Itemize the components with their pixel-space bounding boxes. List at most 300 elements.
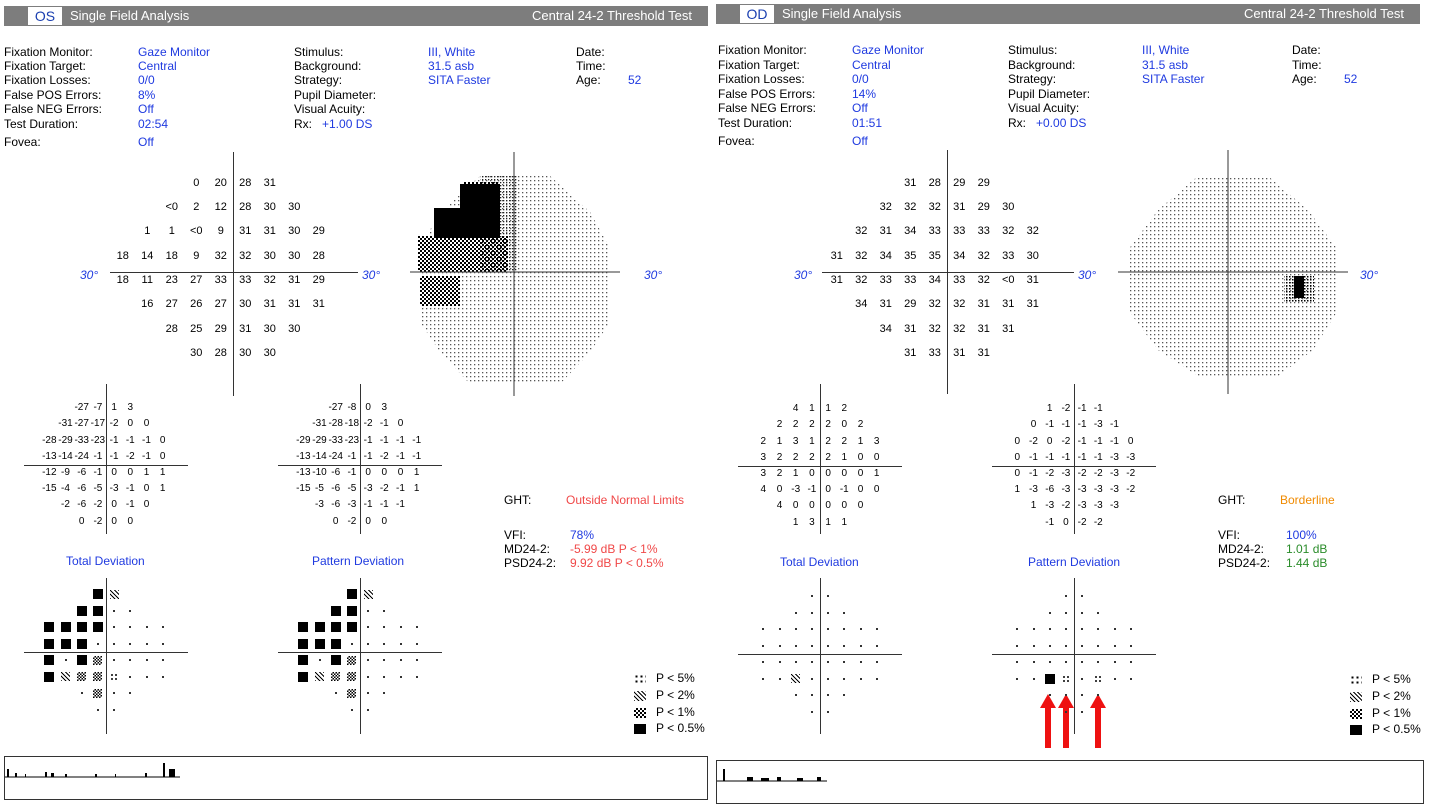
field-value: 0 bbox=[381, 467, 388, 478]
field-value: -3 bbox=[1077, 500, 1087, 512]
field-value: 0 bbox=[111, 467, 117, 478]
normal-dot bbox=[146, 643, 148, 645]
p05-symbol bbox=[315, 622, 325, 632]
pd-prob-v-axis bbox=[360, 578, 361, 734]
normal-dot bbox=[811, 612, 813, 614]
field-value: -18 bbox=[344, 418, 360, 430]
field-value: -1 bbox=[379, 499, 389, 511]
field-value: 33 bbox=[977, 225, 990, 238]
field-value: 32 bbox=[953, 298, 966, 311]
field-value: 34 bbox=[904, 225, 917, 238]
normal-dot bbox=[383, 610, 385, 612]
normal-dot bbox=[367, 692, 369, 694]
field-value: -3 bbox=[347, 499, 357, 511]
normal-dot bbox=[795, 612, 797, 614]
field-value: 33 bbox=[953, 274, 966, 286]
ght-value: Borderline bbox=[1280, 493, 1335, 507]
field-value: -2 bbox=[1126, 484, 1136, 496]
header-bar bbox=[716, 4, 1420, 24]
td-prob-v-axis bbox=[106, 578, 107, 734]
field-value: -6 bbox=[77, 467, 87, 478]
fovea-label: Fovea: bbox=[4, 135, 41, 149]
field-value: 0 bbox=[365, 515, 371, 527]
field-value: -9 bbox=[61, 467, 70, 478]
field-value: 31 bbox=[904, 176, 917, 189]
field-value: 30 bbox=[288, 322, 301, 335]
field-value: 31 bbox=[1002, 322, 1015, 335]
p2-symbol bbox=[364, 590, 373, 599]
vfi-label: VFI: bbox=[504, 528, 527, 542]
legend-p05 bbox=[1350, 722, 1421, 736]
normal-dot bbox=[162, 676, 164, 678]
solid-square-icon bbox=[1350, 725, 1362, 735]
background-value: 31.5 asb bbox=[428, 59, 475, 73]
degree-right: 30° bbox=[362, 268, 381, 282]
field-value: 0 bbox=[1046, 435, 1053, 447]
normal-dot bbox=[113, 626, 115, 628]
age-label: Age: bbox=[576, 73, 601, 87]
field-value: 9 bbox=[193, 249, 200, 262]
grayscale-svg bbox=[1118, 150, 1348, 394]
legend-p05-label: P < 0.5% bbox=[1372, 722, 1421, 736]
field-value: 31 bbox=[977, 298, 990, 311]
field-value: -3 bbox=[1110, 468, 1119, 479]
td-prob-v-axis bbox=[820, 578, 821, 734]
normal-dot bbox=[1097, 628, 1099, 630]
field-value: 0 bbox=[857, 468, 864, 479]
arrow-icon bbox=[1040, 694, 1056, 748]
normal-dot bbox=[351, 643, 353, 645]
field-value: -2 bbox=[1061, 435, 1071, 447]
field-value: -3 bbox=[1061, 468, 1071, 479]
field-value: 0 bbox=[1063, 516, 1069, 528]
field-value: 16 bbox=[141, 298, 154, 311]
field-value: 31 bbox=[830, 274, 843, 286]
md-value: -5.99 dB P < 1% bbox=[570, 542, 658, 556]
normal-dot bbox=[762, 661, 764, 663]
field-value: -23 bbox=[90, 434, 106, 446]
field-value: 1 bbox=[857, 435, 864, 447]
field-value: 31 bbox=[263, 176, 276, 189]
field-value: 1 bbox=[159, 483, 166, 495]
field-value: -5 bbox=[93, 483, 103, 495]
normal-dot bbox=[860, 645, 862, 647]
field-value: -3 bbox=[1093, 500, 1103, 512]
eye-label: OS bbox=[28, 7, 62, 25]
field-value: -10 bbox=[312, 467, 327, 478]
field-value: 34 bbox=[928, 274, 941, 286]
vfi-value: 78% bbox=[570, 528, 595, 542]
grayscale-map bbox=[1118, 150, 1348, 394]
p1-symbol bbox=[331, 672, 340, 681]
field-value: -1 bbox=[379, 434, 389, 446]
strategy-value: SITA Faster bbox=[428, 73, 491, 87]
strategy-label: Strategy: bbox=[294, 73, 343, 87]
normal-dot bbox=[779, 661, 781, 663]
total-deviation-caption: Total Deviation bbox=[780, 555, 859, 569]
normal-dot bbox=[1097, 612, 1099, 614]
field-value: 32 bbox=[928, 322, 941, 335]
field-value: 30 bbox=[239, 346, 252, 359]
p05-symbol bbox=[44, 622, 54, 632]
field-value: 31 bbox=[312, 298, 325, 311]
p05-symbol bbox=[77, 606, 87, 616]
field-value: 18 bbox=[116, 249, 129, 262]
solid-square-icon bbox=[634, 724, 646, 734]
field-value: 1 bbox=[841, 516, 848, 528]
normal-dot bbox=[1049, 694, 1051, 696]
age-label: Age: bbox=[1292, 72, 1317, 86]
field-value: -1 bbox=[807, 484, 817, 496]
field-value: 4 bbox=[776, 500, 783, 512]
normal-dot bbox=[113, 709, 115, 711]
stimulus-value: III, White bbox=[428, 45, 476, 59]
normal-dot bbox=[383, 626, 385, 628]
rx-value: +1.00 DS bbox=[322, 117, 373, 131]
field-value: -27 bbox=[74, 402, 89, 414]
time-label: Time: bbox=[576, 59, 606, 73]
normal-dot bbox=[827, 678, 829, 680]
field-value: 0 bbox=[857, 484, 864, 496]
dark-checker-icon bbox=[634, 708, 646, 718]
field-value: -1 bbox=[1093, 435, 1103, 447]
field-value: 3 bbox=[809, 516, 815, 528]
field-value: -2 bbox=[61, 499, 70, 511]
field-value: -14 bbox=[58, 450, 73, 462]
field-value: <0 bbox=[189, 225, 203, 238]
field-value: -1 bbox=[396, 450, 405, 462]
field-value: -3 bbox=[1110, 451, 1119, 463]
field-value: -4 bbox=[61, 483, 70, 495]
test-name: Central 24-2 Threshold Test bbox=[1244, 6, 1404, 21]
field-value: 0 bbox=[825, 500, 831, 512]
normal-dot bbox=[843, 645, 845, 647]
field-value: 2 bbox=[760, 435, 767, 447]
normal-dot bbox=[383, 643, 385, 645]
p1-symbol bbox=[93, 656, 102, 665]
field-value: 2 bbox=[841, 435, 848, 447]
field-value: -1 bbox=[396, 483, 405, 495]
fovea-value: Off bbox=[852, 134, 868, 148]
field-value: 2 bbox=[792, 419, 799, 431]
p05-symbol bbox=[298, 622, 308, 632]
false-neg-value: Off bbox=[852, 101, 868, 115]
field-value: -2 bbox=[1077, 516, 1087, 528]
field-value: 31 bbox=[830, 249, 843, 262]
field-value: -29 bbox=[312, 434, 327, 446]
field-value: 30 bbox=[288, 201, 301, 214]
gaze-tracking-strip bbox=[4, 756, 708, 800]
field-value: 0 bbox=[841, 468, 848, 479]
field-value: 0 bbox=[809, 468, 815, 479]
gaze-tracking-svg bbox=[5, 757, 707, 799]
normal-dot bbox=[113, 659, 115, 661]
normal-dot bbox=[860, 661, 862, 663]
ght-value: Outside Normal Limits bbox=[566, 493, 685, 507]
p1-symbol bbox=[347, 689, 356, 698]
field-value: 0 bbox=[1014, 468, 1021, 479]
field-value: -31 bbox=[312, 418, 327, 430]
field-value: 35 bbox=[928, 249, 941, 262]
field-value: 33 bbox=[239, 274, 252, 286]
normal-dot bbox=[81, 692, 83, 694]
pupil-diameter-label: Pupil Diameter: bbox=[1008, 87, 1091, 101]
field-value: 3 bbox=[760, 468, 767, 479]
normal-dot bbox=[367, 610, 369, 612]
field-value: -14 bbox=[312, 450, 327, 462]
field-value: -2 bbox=[1093, 516, 1103, 528]
legend-p5 bbox=[634, 671, 695, 685]
normal-dot bbox=[860, 628, 862, 630]
psd-label: PSD24-2: bbox=[1218, 556, 1271, 570]
false-pos-label: False POS Errors: bbox=[718, 87, 816, 101]
field-value: 32 bbox=[953, 322, 966, 335]
legend-p2-label: P < 2% bbox=[656, 688, 695, 702]
legend-p05-label: P < 0.5% bbox=[656, 721, 705, 735]
normal-dot bbox=[1081, 711, 1083, 713]
field-value: -3 bbox=[363, 483, 373, 495]
td-h-axis bbox=[24, 465, 188, 466]
normal-dot bbox=[367, 659, 369, 661]
light-checker-icon bbox=[634, 691, 646, 701]
normal-dot bbox=[1081, 628, 1083, 630]
field-value: 33 bbox=[879, 274, 892, 286]
gaze-tracking-svg bbox=[717, 761, 1423, 801]
p5-symbol bbox=[1062, 675, 1070, 683]
pupil-diameter-label: Pupil Diameter: bbox=[294, 88, 377, 102]
field-value: 2 bbox=[776, 451, 783, 463]
normal-dot bbox=[1065, 612, 1067, 614]
normal-dot bbox=[1114, 661, 1116, 663]
grayscale-svg bbox=[410, 152, 620, 396]
normal-dot bbox=[876, 678, 878, 680]
normal-dot bbox=[762, 628, 764, 630]
fixation-losses-label: Fixation Losses: bbox=[4, 73, 91, 87]
field-value: 1 bbox=[873, 468, 880, 479]
field-value: 11 bbox=[141, 274, 153, 286]
field-value: 3 bbox=[792, 435, 799, 447]
field-value: 0 bbox=[127, 515, 134, 527]
normal-dot bbox=[1114, 678, 1116, 680]
normal-dot bbox=[129, 626, 131, 628]
field-value: -1 bbox=[839, 484, 849, 496]
normal-dot bbox=[827, 628, 829, 630]
field-value: 31 bbox=[977, 346, 990, 359]
field-value: -2 bbox=[1077, 468, 1087, 479]
field-value: 29 bbox=[214, 322, 227, 335]
field-value: 2 bbox=[841, 403, 848, 415]
field-value: 0 bbox=[143, 483, 150, 495]
fixation-monitor-label: Fixation Monitor: bbox=[4, 45, 93, 59]
strategy-label: Strategy: bbox=[1008, 72, 1057, 86]
field-value: 32 bbox=[904, 201, 917, 214]
normal-dot bbox=[1081, 694, 1083, 696]
field-value: 1 bbox=[825, 516, 831, 528]
field-value: 30 bbox=[190, 346, 203, 359]
normal-dot bbox=[1097, 694, 1099, 696]
normal-dot bbox=[811, 678, 813, 680]
field-value: 1 bbox=[413, 483, 420, 495]
p2-symbol bbox=[61, 672, 70, 681]
age-value: 52 bbox=[1344, 72, 1358, 86]
field-value: 18 bbox=[116, 274, 129, 286]
field-value: 29 bbox=[977, 201, 990, 214]
field-value: 32 bbox=[977, 249, 990, 262]
md-label: MD24-2: bbox=[1218, 542, 1265, 556]
field-value: -2 bbox=[347, 515, 357, 527]
normal-dot bbox=[1049, 628, 1051, 630]
fixation-target-value: Central bbox=[852, 58, 891, 72]
field-value: 30 bbox=[239, 298, 252, 311]
field-value: 32 bbox=[263, 274, 276, 286]
field-value: 31 bbox=[239, 322, 252, 335]
normal-dot bbox=[827, 711, 829, 713]
field-value: -7 bbox=[93, 402, 103, 414]
field-value: -1 bbox=[1045, 419, 1055, 431]
p1-symbol bbox=[347, 672, 356, 681]
normal-dot bbox=[843, 678, 845, 680]
field-value: 34 bbox=[953, 249, 966, 262]
field-value: -2 bbox=[379, 483, 389, 495]
md-value: 1.01 dB bbox=[1286, 542, 1328, 556]
normal-dot bbox=[335, 692, 337, 694]
field-value: 31 bbox=[239, 225, 252, 238]
field-value: 27 bbox=[190, 274, 203, 286]
p1-symbol bbox=[93, 689, 102, 698]
report-title: Single Field Analysis bbox=[782, 6, 902, 21]
p05-symbol bbox=[44, 655, 54, 665]
field-value: 2 bbox=[193, 201, 200, 214]
normal-dot bbox=[1130, 661, 1132, 663]
field-value: -3 bbox=[1029, 484, 1038, 496]
p05-symbol bbox=[347, 622, 357, 632]
field-value: -24 bbox=[328, 450, 343, 462]
field-value: 0 bbox=[127, 467, 134, 478]
field-value: 0 bbox=[365, 467, 371, 478]
pd-h-axis bbox=[992, 466, 1156, 467]
field-value: -1 bbox=[412, 450, 422, 462]
field-value: -3 bbox=[1110, 500, 1119, 512]
normal-dot bbox=[1114, 628, 1116, 630]
normal-dot bbox=[1065, 645, 1067, 647]
field-value: 0 bbox=[809, 500, 815, 512]
field-value: 0 bbox=[792, 500, 799, 512]
field-value: 31 bbox=[977, 322, 990, 335]
p05-symbol bbox=[298, 639, 308, 649]
field-value: -3 bbox=[1045, 500, 1055, 512]
field-value: -2 bbox=[1126, 468, 1136, 479]
field-value: 0 bbox=[127, 418, 134, 430]
false-neg-label: False NEG Errors: bbox=[4, 102, 103, 116]
field-value: 28 bbox=[928, 176, 941, 189]
field-value: -1 bbox=[347, 467, 357, 478]
strategy-value: SITA Faster bbox=[1142, 72, 1205, 86]
field-value: -1 bbox=[1093, 403, 1103, 415]
fovea-value: Off bbox=[138, 135, 154, 149]
field-value: -1 bbox=[1045, 451, 1055, 463]
field-value: 0 bbox=[111, 515, 117, 527]
field-value: -1 bbox=[125, 483, 135, 495]
arrow-icon bbox=[1058, 694, 1074, 748]
field-value: -1 bbox=[142, 450, 151, 462]
field-value: 29 bbox=[312, 274, 325, 286]
normal-dot bbox=[1081, 645, 1083, 647]
normal-dot bbox=[1016, 661, 1018, 663]
p05-symbol bbox=[93, 606, 103, 616]
field-value: -1 bbox=[347, 450, 357, 462]
fixation-monitor-label: Fixation Monitor: bbox=[718, 43, 807, 57]
field-value: 34 bbox=[879, 249, 892, 262]
field-value: 2 bbox=[809, 451, 815, 463]
field-value: -3 bbox=[1061, 484, 1071, 496]
normal-dot bbox=[827, 694, 829, 696]
field-value: -1 bbox=[1061, 451, 1071, 463]
normal-dot bbox=[1065, 628, 1067, 630]
normal-dot bbox=[795, 661, 797, 663]
ght-label: GHT: bbox=[504, 493, 532, 507]
normal-dot bbox=[97, 709, 99, 711]
field-value: -1 bbox=[1077, 451, 1087, 463]
normal-dot bbox=[146, 676, 148, 678]
field-value: 18 bbox=[165, 249, 178, 262]
pd-prob-h-axis bbox=[278, 652, 442, 653]
rx-value: +0.00 DS bbox=[1036, 116, 1087, 130]
field-value: -2 bbox=[1061, 500, 1071, 512]
field-value: 31 bbox=[1026, 298, 1039, 311]
p05-symbol bbox=[347, 589, 357, 599]
normal-dot bbox=[1130, 628, 1132, 630]
normal-dot bbox=[400, 626, 402, 628]
field-value: -2 bbox=[93, 499, 103, 511]
normal-dot bbox=[876, 661, 878, 663]
td-h-axis bbox=[738, 466, 902, 467]
normal-dot bbox=[1016, 645, 1018, 647]
normal-dot bbox=[843, 612, 845, 614]
p05-symbol bbox=[1045, 674, 1055, 684]
field-value: 33 bbox=[1002, 249, 1015, 262]
field-value: 1 bbox=[792, 516, 799, 528]
field-value: -1 bbox=[363, 450, 373, 462]
field-value: 33 bbox=[904, 274, 917, 286]
vfi-value: 100% bbox=[1286, 528, 1317, 542]
p05-symbol bbox=[298, 672, 308, 682]
field-value: 1 bbox=[159, 467, 166, 478]
field-value: 23 bbox=[165, 274, 178, 286]
normal-dot bbox=[827, 595, 829, 597]
field-value: 20 bbox=[214, 176, 227, 189]
p2-symbol bbox=[791, 674, 800, 683]
field-value: 0 bbox=[873, 484, 880, 496]
field-value: 30 bbox=[263, 346, 276, 359]
td-prob-h-axis bbox=[738, 654, 902, 655]
field-value: -1 bbox=[1077, 435, 1087, 447]
field-value: -23 bbox=[344, 434, 360, 446]
field-value: -3 bbox=[1126, 451, 1136, 463]
field-value: 31 bbox=[263, 298, 276, 311]
legend-p5 bbox=[1350, 672, 1411, 686]
psd-value: 1.44 dB bbox=[1286, 556, 1328, 570]
normal-dot bbox=[762, 645, 764, 647]
field-value: 0 bbox=[1014, 435, 1021, 447]
field-value: 30 bbox=[263, 249, 276, 262]
total-deviation-caption: Total Deviation bbox=[66, 554, 145, 568]
field-value: 35 bbox=[904, 249, 917, 262]
field-value: 32 bbox=[239, 249, 252, 262]
pd-h-axis bbox=[278, 465, 442, 466]
fixation-losses-value: 0/0 bbox=[138, 73, 155, 87]
normal-dot bbox=[811, 694, 813, 696]
normal-dot bbox=[97, 643, 99, 645]
